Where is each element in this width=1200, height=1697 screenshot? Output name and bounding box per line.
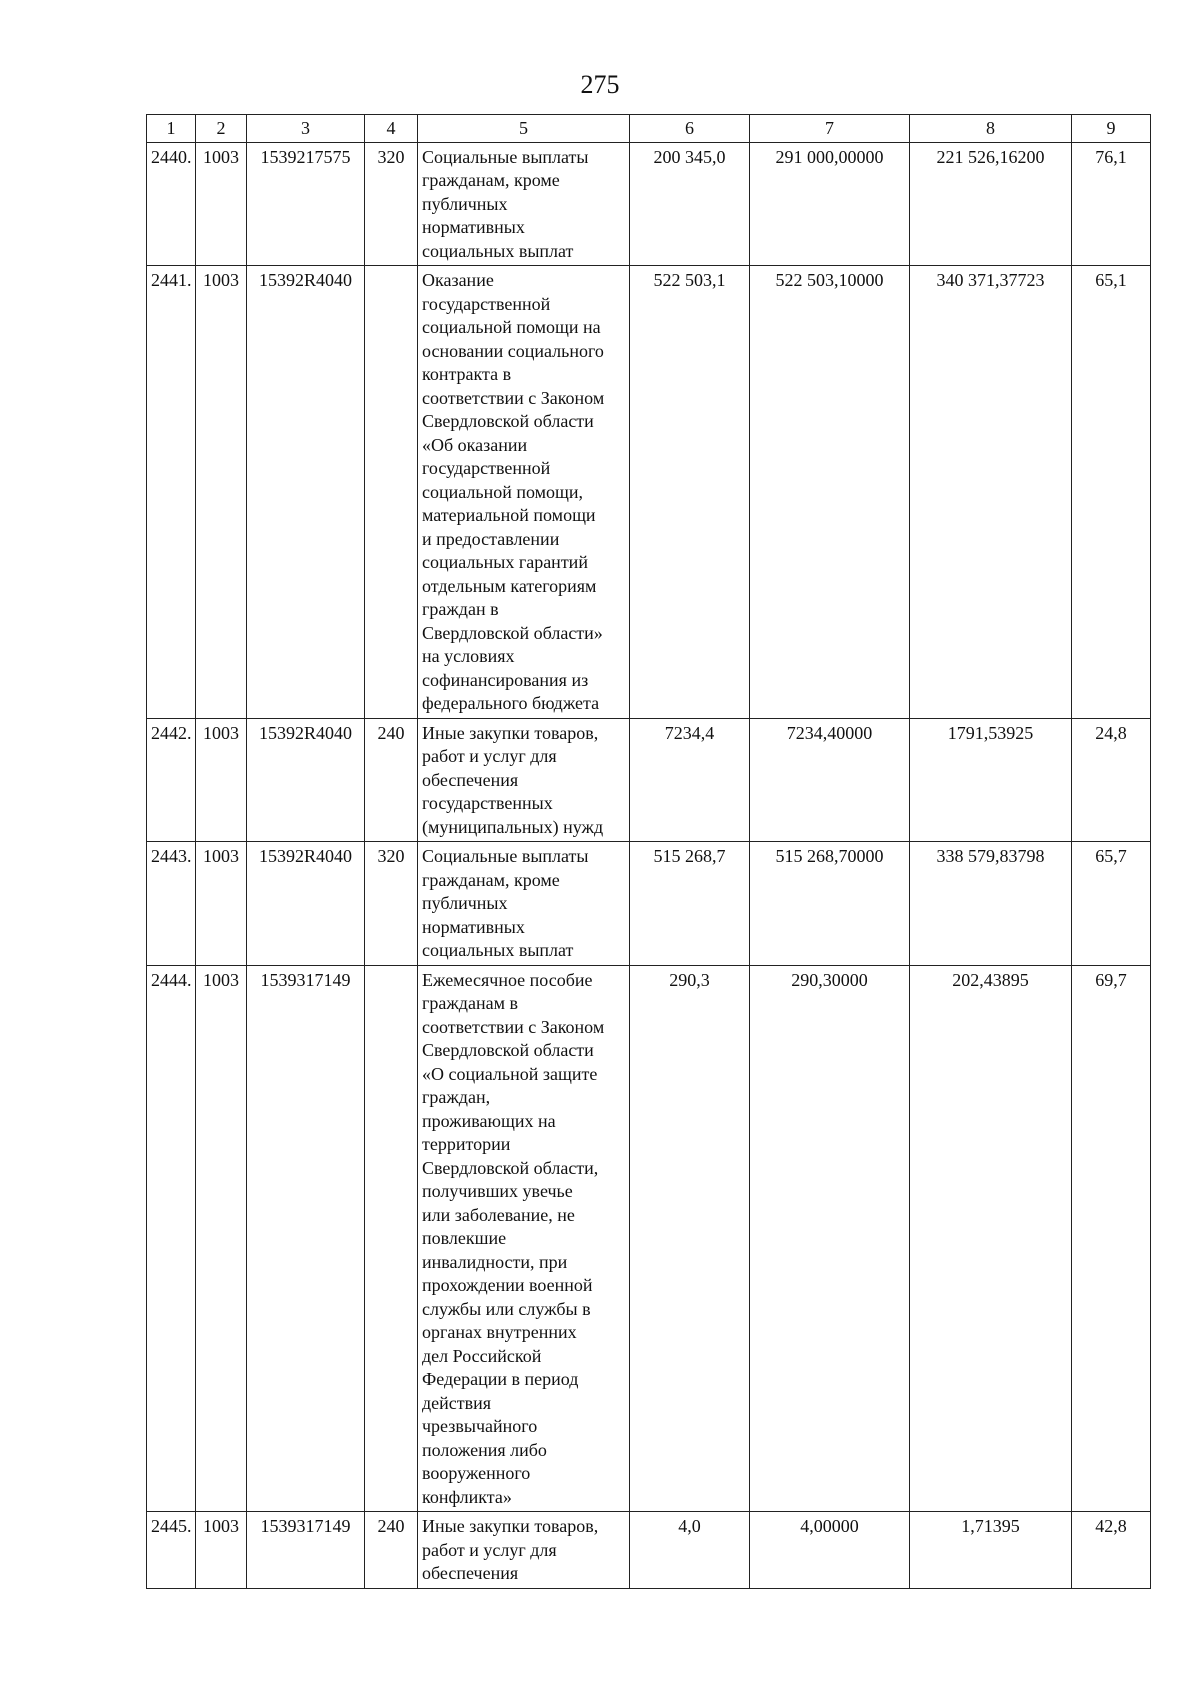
execution-percent-cell: 65,7 xyxy=(1072,842,1151,966)
approved-amount-cell: 522 503,1 xyxy=(630,266,750,719)
description-line: и предоставлении xyxy=(422,528,560,549)
approved-amount-cell: 7234,4 xyxy=(630,718,750,842)
executed-amount-cell: 340 371,37723 xyxy=(910,266,1072,719)
description-line: материальной помощи xyxy=(422,505,596,525)
header-col-2: 2 xyxy=(196,115,247,143)
description-line: или заболевание, не xyxy=(422,1204,575,1225)
table-row xyxy=(147,965,1151,1512)
description-line: соответствии с Законом xyxy=(422,387,605,408)
table-row xyxy=(147,266,1151,719)
row-number-cell: 2442. xyxy=(147,718,196,842)
description-line: территории xyxy=(422,1134,511,1154)
description-line: (муниципальных) нужд xyxy=(422,816,604,837)
description-line: на условиях xyxy=(422,646,515,666)
target-code-cell: 15392R4040 xyxy=(247,266,365,719)
approved-amount-cell: 290,3 xyxy=(630,965,750,1512)
description-line: контракта в xyxy=(422,364,512,384)
description-line: Иные закупки товаров, xyxy=(422,722,599,743)
section-code-cell: 1003 xyxy=(196,842,247,966)
description-line: Свердловской области xyxy=(422,411,594,431)
target-code-cell: 15392R4040 xyxy=(247,842,365,966)
expense-type-cell: 240 xyxy=(365,718,418,842)
budget-table xyxy=(146,114,1151,1589)
section-code-cell: 1003 xyxy=(196,718,247,842)
description-line: действия xyxy=(422,1392,492,1413)
description-line: Свердловской области xyxy=(422,1040,594,1060)
execution-percent-cell: 65,1 xyxy=(1072,266,1151,719)
description-line: основании социального xyxy=(422,340,604,361)
description-line: Федерации в период xyxy=(422,1369,579,1389)
description-line: нормативных xyxy=(422,217,525,237)
description-line: Ежемесячное пособие xyxy=(422,969,593,990)
description-line: граждан, xyxy=(422,1087,491,1107)
description-line: социальной помощи, xyxy=(422,481,584,502)
adjusted-amount-cell: 522 503,10000 xyxy=(750,266,910,719)
approved-amount-cell: 4,0 xyxy=(630,1512,750,1589)
description-line: Социальные выплаты xyxy=(422,846,589,866)
expense-type-cell: 240 xyxy=(365,1512,418,1589)
expense-type-cell xyxy=(365,965,418,1512)
adjusted-amount-cell: 4,00000 xyxy=(750,1512,910,1589)
table-row xyxy=(147,718,1151,842)
description-cell xyxy=(418,142,630,266)
description-line: «О социальной защите xyxy=(422,1063,598,1084)
description-line: повлекшие xyxy=(422,1228,507,1248)
description-line: Иные закупки товаров, xyxy=(422,1516,599,1536)
description-line: Свердловской области, xyxy=(422,1157,599,1178)
description-line: софинансирования из xyxy=(422,669,589,690)
description-line: Оказание xyxy=(422,270,494,290)
expense-type-cell: 320 xyxy=(365,142,418,266)
expense-type-cell: 320 xyxy=(365,842,418,966)
header-row xyxy=(147,115,1151,143)
description-line: гражданам, кроме xyxy=(422,869,560,890)
description-cell xyxy=(418,718,630,842)
executed-amount-cell: 1791,53925 xyxy=(910,718,1072,842)
description-line: органах внутренних xyxy=(422,1322,577,1342)
execution-percent-cell: 42,8 xyxy=(1072,1512,1151,1589)
description-line: социальных выплат xyxy=(422,240,574,261)
description-line: получивших увечье xyxy=(422,1181,573,1201)
description-line: социальных выплат xyxy=(422,940,574,960)
target-code-cell: 15392R4040 xyxy=(247,718,365,842)
description-cell xyxy=(418,965,630,1512)
description-line: службы или службы в xyxy=(422,1298,591,1319)
header-col-5: 5 xyxy=(418,115,630,143)
expense-type-cell xyxy=(365,266,418,719)
approved-amount-cell: 515 268,7 xyxy=(630,842,750,966)
table-row xyxy=(147,142,1151,266)
approved-amount-cell: 200 345,0 xyxy=(630,142,750,266)
header-col-9: 9 xyxy=(1072,115,1151,143)
description-cell xyxy=(418,266,630,719)
description-line: публичных xyxy=(422,893,508,913)
description-line: социальной помощи на xyxy=(422,317,601,337)
description-line: инвалидности, при xyxy=(422,1251,568,1272)
adjusted-amount-cell: 7234,40000 xyxy=(750,718,910,842)
row-number-cell: 2444. xyxy=(147,965,196,1512)
header-col-3: 3 xyxy=(247,115,365,143)
description-line: положения либо xyxy=(422,1439,547,1460)
description-line: обеспечения xyxy=(422,1563,519,1583)
section-code-cell: 1003 xyxy=(196,965,247,1512)
description-line: Свердловской области» xyxy=(422,622,603,643)
description-line: федерального бюджета xyxy=(422,693,600,713)
description-line: публичных xyxy=(422,193,508,214)
executed-amount-cell: 202,43895 xyxy=(910,965,1072,1512)
description-line: прохождении военной xyxy=(422,1275,593,1295)
adjusted-amount-cell: 291 000,00000 xyxy=(750,142,910,266)
header-col-7: 7 xyxy=(750,115,910,143)
description-line: отдельным категориям xyxy=(422,575,597,596)
description-line: конфликта» xyxy=(422,1486,512,1507)
description-line: чрезвычайного xyxy=(422,1416,538,1436)
header-col-6: 6 xyxy=(630,115,750,143)
execution-percent-cell: 69,7 xyxy=(1072,965,1151,1512)
description-line: обеспечения xyxy=(422,769,519,790)
description-line: соответствии с Законом xyxy=(422,1016,605,1037)
description-line: государственных xyxy=(422,793,553,813)
section-code-cell: 1003 xyxy=(196,1512,247,1589)
row-number-cell: 2441. xyxy=(147,266,196,719)
description-line: государственной xyxy=(422,458,551,478)
table-row xyxy=(147,1512,1151,1589)
description-line: работ и услуг для xyxy=(422,1539,557,1560)
execution-percent-cell: 24,8 xyxy=(1072,718,1151,842)
description-line: вооруженного xyxy=(422,1463,531,1483)
target-code-cell: 1539317149 xyxy=(247,1512,365,1589)
adjusted-amount-cell: 515 268,70000 xyxy=(750,842,910,966)
description-line: государственной xyxy=(422,293,551,314)
description-line: социальных гарантий xyxy=(422,552,588,572)
description-line: дел Российской xyxy=(422,1345,542,1366)
description-line: проживающих на xyxy=(422,1110,556,1131)
table-row xyxy=(147,842,1151,966)
header-col-8: 8 xyxy=(910,115,1072,143)
page-number: 275 xyxy=(580,70,620,99)
header-col-1: 1 xyxy=(147,115,196,143)
description-line: работ и услуг для xyxy=(422,746,557,766)
description-line: Социальные выплаты xyxy=(422,146,589,167)
executed-amount-cell: 338 579,83798 xyxy=(910,842,1072,966)
section-code-cell: 1003 xyxy=(196,266,247,719)
description-cell xyxy=(418,842,630,966)
target-code-cell: 1539317149 xyxy=(247,965,365,1512)
executed-amount-cell: 221 526,16200 xyxy=(910,142,1072,266)
executed-amount-cell: 1,71395 xyxy=(910,1512,1072,1589)
description-line: гражданам в xyxy=(422,993,518,1013)
row-number-cell: 2443. xyxy=(147,842,196,966)
row-number-cell: 2440. xyxy=(147,142,196,266)
description-cell xyxy=(418,1512,630,1589)
description-line: граждан в xyxy=(422,599,499,619)
row-number-cell: 2445. xyxy=(147,1512,196,1589)
description-line: нормативных xyxy=(422,916,525,937)
section-code-cell: 1003 xyxy=(196,142,247,266)
table-body xyxy=(147,142,1151,1588)
execution-percent-cell: 76,1 xyxy=(1072,142,1151,266)
target-code-cell: 1539217575 xyxy=(247,142,365,266)
adjusted-amount-cell: 290,30000 xyxy=(750,965,910,1512)
description-line: «Об оказании xyxy=(422,434,528,455)
description-line: гражданам, кроме xyxy=(422,170,560,190)
header-col-4: 4 xyxy=(365,115,418,143)
